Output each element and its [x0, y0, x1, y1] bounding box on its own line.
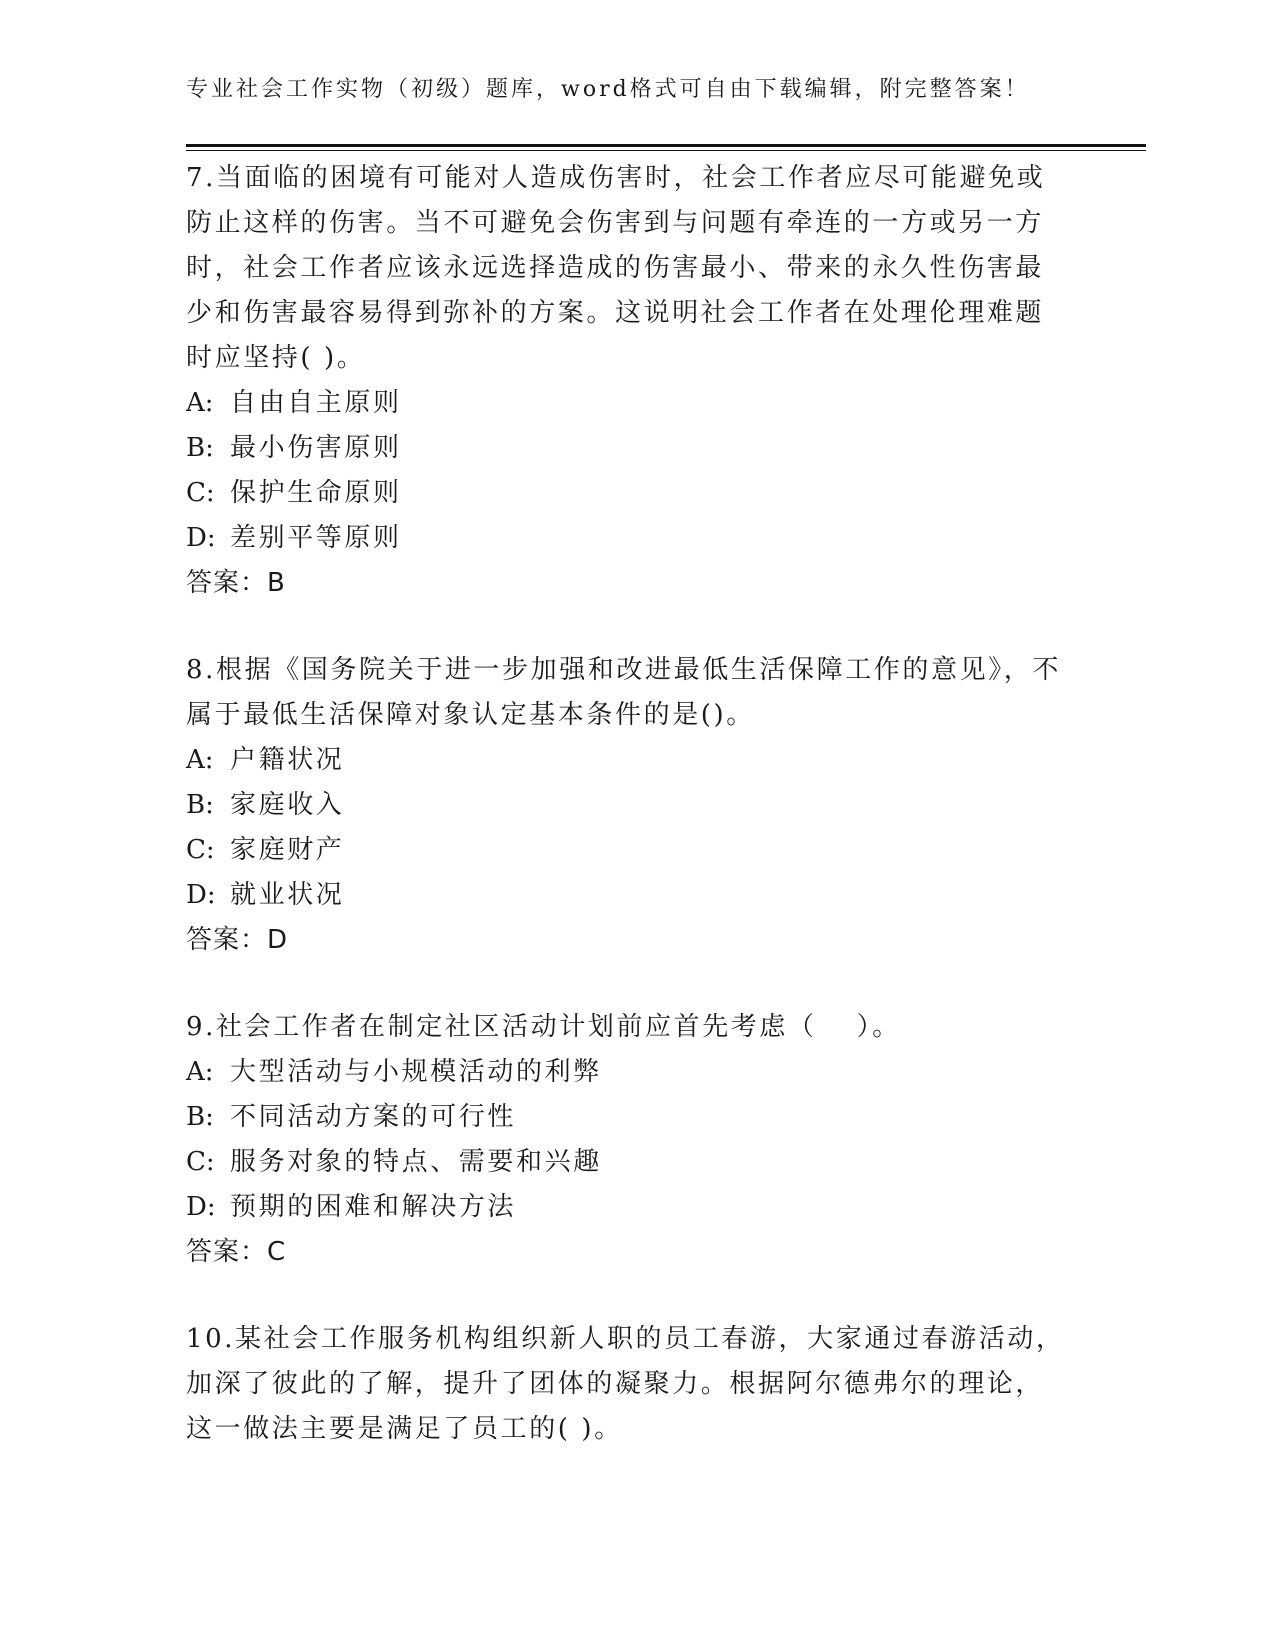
option-key: D:	[186, 880, 216, 910]
option-a	[186, 381, 1066, 426]
option-key: B:	[186, 433, 214, 463]
option-text: 大型活动与小规模活动的利弊	[230, 1057, 602, 1087]
question-text: 10.某社会工作服务机构组织新人职的员工春游，大家通过春游活动，加深了彼此的了解，提升了团体的凝聚力。根据阿尔德弗尔的理论，这一做法主要是满足了员工的( )。	[186, 1324, 1065, 1444]
page-header: 专业社会工作实物（初级）题库，word格式可自由下载编辑，附完整答案！	[186, 77, 1030, 102]
header-divider-thick	[186, 144, 1146, 147]
question-text: 7.当面临的困境有可能对人造成伤害时，社会工作者应尽可能避免或防止这样的伤害。当不可避免会伤害到与问题有牵连的一方或另一方时，社会工作者应该永远选择造成的伤害最小、带来的永久性伤害最少和伤害最容易得到弥补的方案。这说明社会工作者在处理伦理难题时应坚持( )。	[186, 163, 1046, 373]
option-c	[186, 828, 1066, 873]
option-d	[186, 873, 1066, 918]
option-b	[186, 1095, 1066, 1140]
option-a	[186, 1050, 1066, 1095]
answer-line: 答案：D	[186, 925, 289, 955]
option-key: B:	[186, 790, 214, 820]
option-key: B:	[186, 1102, 214, 1132]
option-text: 就业状况	[230, 880, 345, 910]
question-8	[186, 648, 1066, 963]
option-key: C:	[186, 478, 215, 508]
option-key: A:	[186, 388, 214, 418]
question-text-before: 9.社会工作者在制定社区活动计划前应首先考虑（	[186, 1012, 817, 1042]
option-key: D:	[186, 1192, 216, 1222]
option-b	[186, 426, 1066, 471]
option-text: 不同活动方案的可行性	[230, 1102, 517, 1132]
option-text: 保护生命原则	[230, 478, 402, 508]
option-key: C:	[186, 835, 215, 865]
option-text: 家庭收入	[230, 790, 345, 820]
question-9	[186, 1005, 1066, 1275]
option-text: 家庭财产	[230, 835, 345, 865]
option-key: A:	[186, 1057, 214, 1087]
question-10	[186, 1317, 1066, 1452]
option-key: A:	[186, 745, 214, 775]
option-b	[186, 783, 1066, 828]
answer-line: 答案：C	[186, 1237, 287, 1267]
header-divider-thin	[186, 150, 1146, 151]
option-text: 服务对象的特点、需要和兴趣	[230, 1147, 602, 1177]
option-text: 预期的困难和解决方法	[230, 1192, 517, 1222]
option-text: 户籍状况	[230, 745, 345, 775]
question-text	[186, 1005, 1066, 1050]
option-text: 自由自主原则	[230, 388, 402, 418]
option-text: 差别平等原则	[230, 523, 402, 553]
option-c	[186, 1140, 1066, 1185]
option-key: D:	[186, 523, 216, 553]
answer-line: 答案：B	[186, 568, 286, 598]
option-d	[186, 516, 1066, 561]
question-text: 8.根据《国务院关于进一步加强和改进最低生活保障工作的意见》，不属于最低生活保障对象认定基本条件的是()。	[186, 655, 1062, 730]
question-7	[186, 156, 1066, 606]
option-c	[186, 471, 1066, 516]
option-a	[186, 738, 1066, 783]
question-list	[186, 156, 1066, 1494]
option-text: 最小伤害原则	[230, 433, 402, 463]
question-text-after: ）。	[856, 1012, 901, 1042]
option-key: C:	[186, 1147, 215, 1177]
option-d	[186, 1185, 1066, 1230]
